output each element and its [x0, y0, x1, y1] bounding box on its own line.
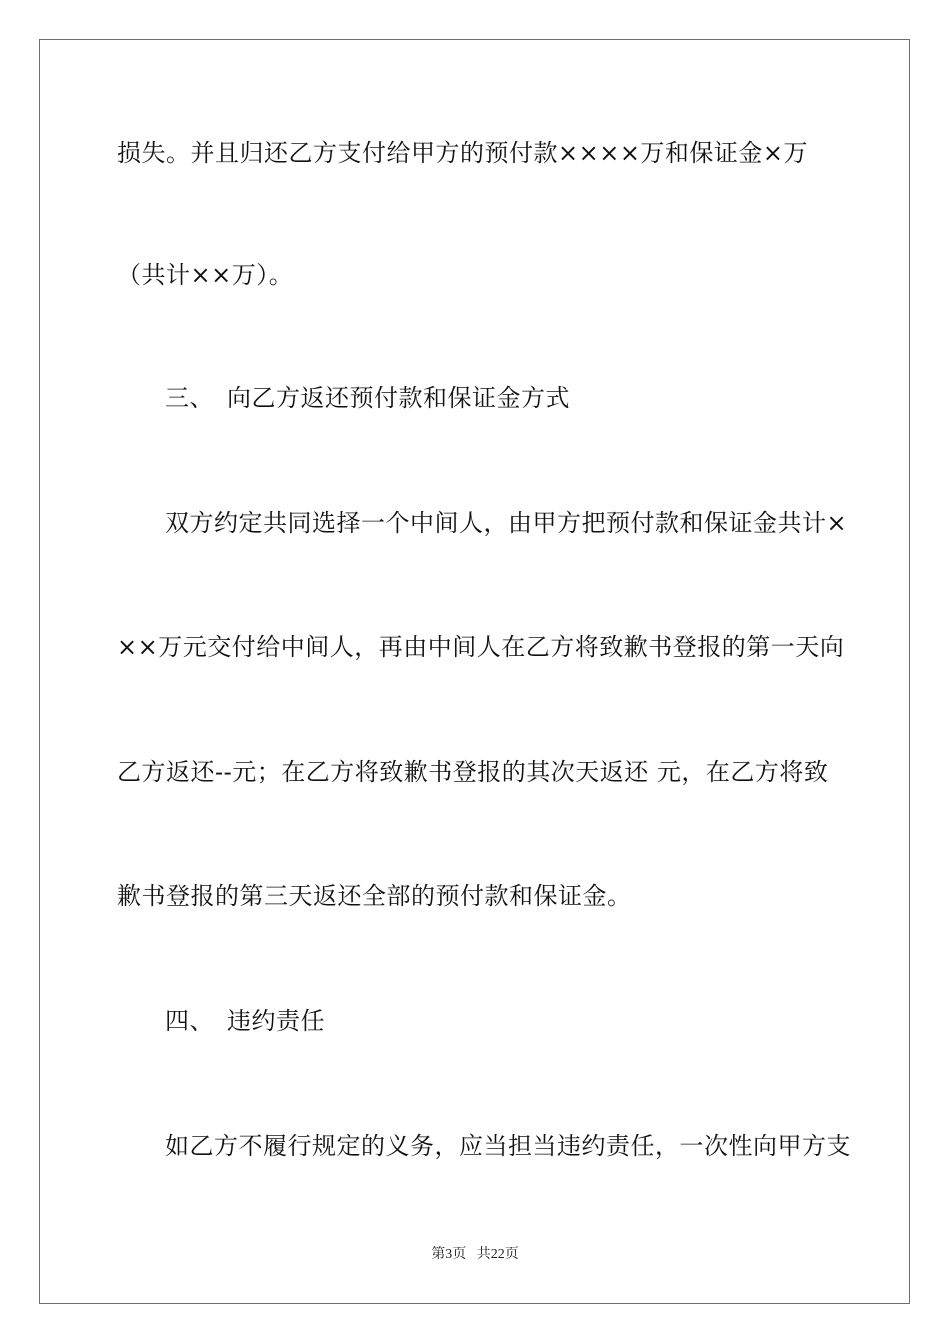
section-number: 四、	[165, 1007, 214, 1035]
section-title: 向乙方返还预付款和保证金方式	[227, 384, 570, 412]
section-heading-3	[165, 383, 885, 413]
section-number: 三、	[165, 384, 214, 412]
total-pages: 共22页	[476, 1247, 519, 1262]
paragraph-line-3: 双方约定共同选择一个中间人，由甲方把预付款和保证金共计×	[165, 509, 848, 537]
paragraph-line-1: 损失。并且归还乙方支付给甲方的预付款××××万和保证金×万	[117, 139, 809, 167]
paragraph-line-6: 歉书登报的第三天返还全部的预付款和保证金。	[117, 882, 632, 910]
section-title: 违约责任	[227, 1007, 325, 1035]
page-number: 第3页	[431, 1247, 467, 1262]
paragraph-line-2: （共计××万）。	[117, 261, 294, 289]
paragraph-line-7: 如乙方不履行规定的义务，应当担当违约责任，一次性向甲方支	[165, 1132, 851, 1160]
paragraph-line-5: 乙方返还--元；在乙方将致歉书登报的其次天返还 元，在乙方将致	[117, 758, 829, 786]
section-heading-4	[165, 1006, 885, 1036]
page-footer	[0, 1246, 950, 1264]
paragraph-line-4: ××万元交付给中间人，再由中间人在乙方将致歉书登报的第一天向	[117, 633, 845, 661]
page-border	[39, 39, 910, 1304]
